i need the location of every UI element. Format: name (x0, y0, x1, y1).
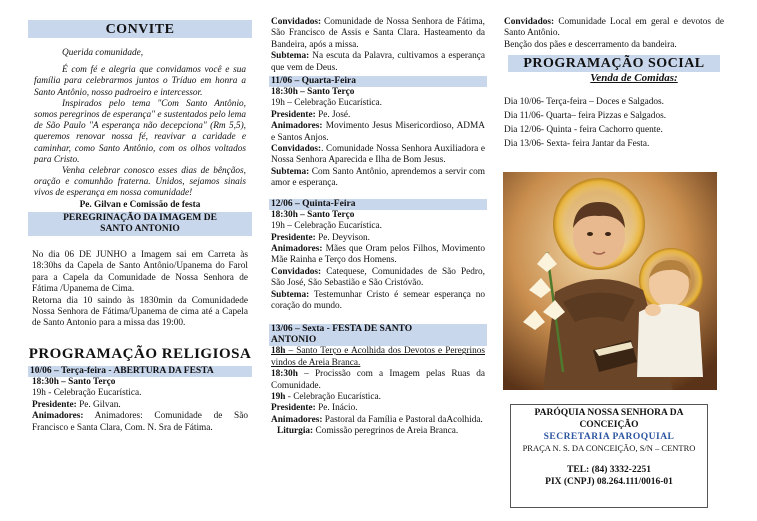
presidente-label: Presidente: (271, 403, 316, 414)
parish-name-line-2: CONCEIÇÃO (579, 420, 639, 430)
day-2-section (269, 76, 487, 190)
social-list (500, 95, 728, 151)
subtema-label: Subtema: (271, 289, 310, 300)
day-2-subtema (271, 167, 485, 190)
convidados-value: Comunidade Local em geral e devotos de Santo Antônio. (504, 17, 724, 39)
day-4-convidados (504, 17, 724, 40)
animadores-value: Pastoral da Família e Pastoral daAcolhida. (322, 414, 483, 425)
social-subtitle: Venda de Comidas: (590, 72, 678, 85)
secretaria-label: SECRETARIA PAROQUIAL (543, 432, 675, 442)
day-4-animadores (271, 415, 485, 426)
time-value: – Santo Terço e Acolhida dos Devotos e Peregrinos vindos de Areia Branca. (271, 346, 485, 368)
presidente-label: Presidente: (32, 399, 77, 410)
day-3-animadores (271, 244, 485, 267)
day-2-presidente (271, 110, 485, 121)
social-item: Dia 10/06- Terça-feira – Doces e Salgados. (504, 97, 665, 108)
day-2-body (269, 87, 487, 190)
day-1-line-1: 18:30h – Santo Terço (32, 376, 116, 387)
day-3-convidados (271, 267, 485, 290)
day-4-line-2 (271, 369, 485, 392)
parish-address: PRAÇA N. S. DA CONCEIÇÃO, S/N – CENTRO (522, 443, 696, 453)
peregrinacao-body (28, 250, 252, 330)
animadores-value: Mães que Oram pelos Filhos, Movimento Mãe Rainha e Terço dos Homens. (271, 243, 485, 266)
convite-paragraph-3: Venha celebrar conosco esses dias de bênçãos, oração e comunhão fraterna. Unidos, sejamos sinais vivos de esperança em nossa comunidade! (34, 166, 246, 199)
day-3-line-2: 19h – Celebração Eucarística. (271, 221, 382, 232)
day-1-continued (269, 17, 487, 74)
day-1-subtema (271, 51, 485, 74)
day-4-line-1 (271, 346, 485, 369)
animadores-label: Animadores: (32, 411, 84, 422)
time-value: – Procissão com a Imagem pelas Ruas da Comunidade. (271, 369, 485, 391)
column-left (28, 0, 252, 434)
day-2-convidados (271, 144, 485, 167)
social-item: Dia 13/06- Sexta- feira Jantar da Festa. (504, 139, 650, 150)
subtema-value: Na escuta da Palavra, cultivamos a esperança que vem de Deus. (271, 51, 485, 73)
day-1-presidente (32, 400, 248, 411)
convidados-label: Convidados: (504, 17, 555, 27)
peregrinacao-paragraph-2: Retorna dia 10 saindo às 1830min da Comunidadede Nossa Senhora de Fátima/Upanema de cima até a Capela de Santo Antonio para a missa das 19:00. (32, 295, 248, 329)
day-4-heading-line-1: 13/06 – Sexta - FESTA DE SANTO (271, 324, 413, 335)
day-1-section (28, 366, 252, 434)
animadores-label: Animadores: (271, 414, 323, 425)
convite-body (28, 48, 252, 211)
subtema-label: Subtema: (271, 166, 310, 177)
column-middle (269, 0, 487, 438)
day-4-section (269, 324, 487, 437)
social-title: PROGRAMAÇÃO SOCIAL (508, 55, 720, 72)
day-1-heading: 10/06 – Terça-feira - ABERTURA DA FESTA (28, 366, 252, 377)
day-4-heading (269, 324, 487, 346)
day-3-body (269, 210, 487, 313)
time-value: - Celebração Eucarística. (285, 391, 381, 402)
day-3-line-1: 18:30h – Santo Terço (271, 209, 355, 220)
day-3-subtema (271, 290, 485, 313)
social-item: Dia 12/06- Quinta - feira Cachorro quente. (504, 125, 663, 136)
day-1-line-2: 19h - Celebração Eucarística. (32, 388, 142, 399)
day-4-presidente (271, 403, 485, 414)
peregrinacao-title-line-2: SANTO ANTONIO (100, 224, 180, 235)
religiosa-title: PROGRAMAÇÃO RELIGIOSA (28, 345, 252, 362)
convidados-label: Convidados: (271, 17, 322, 27)
peregrinacao-title-line-1: PEREGRINAÇÃO DA IMAGEM DE (63, 213, 217, 224)
convidados-value: Comunidade de Nossa Senhora de Fátima, São Francisco de Assis e Santa Clara. Hasteamento da Bandeira, após a missa. (271, 17, 485, 50)
presidente-label: Presidente: (271, 232, 316, 243)
animadores-value: Movimento Jesus Misericordioso, ADMA e Santos Anjos. (271, 121, 485, 143)
convidados-value: Catequese, Comunidades de São Pedro, São José, São Sebastião e São Cristóvão. (271, 266, 485, 289)
subtema-value: Testemunhar Cristo é semear esperança no coração do mundo. (271, 289, 485, 311)
presidente-value: Pe. José. (315, 109, 351, 120)
convidados-label: Convidados: (271, 266, 322, 277)
convite-greeting: Querida comunidade, (62, 48, 144, 58)
presidente-value: Pe. Deyvison. (315, 232, 370, 243)
time-label: 19h (271, 391, 286, 402)
liturgia-label: Liturgia: (277, 426, 314, 437)
presidente-value: Pe. Inácio. (315, 403, 358, 414)
day-4-liturgia (271, 426, 485, 437)
subtema-label: Subtema: (271, 51, 310, 62)
day-2-heading: 11/06 – Quarta-Feira (269, 76, 487, 87)
day-4-body (269, 346, 487, 437)
day-3-presidente (271, 233, 485, 244)
day-3-section (269, 199, 487, 313)
peregrinacao-paragraph-1: No dia 06 DE JUNHO a Imagem sai em Carreta às 18:30hs da Capela de Santo Antônio/Upanema do Farol para a Capela da Comunidade de Nossa Senhora de Fátima /Upanema de Cima. (32, 250, 248, 295)
peregrinacao-title (28, 212, 252, 236)
day-4-line-3 (271, 392, 485, 403)
social-item: Dia 11/06- Quarta– feira Pizzas e Salgados. (504, 111, 667, 122)
day-3-heading: 12/06 – Quinta-Feira (269, 199, 487, 210)
day-1-convidados (271, 17, 485, 51)
parish-phone: TEL: (84) 3332-2251 (567, 465, 651, 475)
day-4-heading-line-2: ANTONIO (271, 335, 317, 346)
day-1-body (28, 377, 252, 434)
convite-paragraph-1: É com fé e alegria que convidamos você e sua família para celebrarmos juntos o Tríduo em honra a Santo Antônio, nosso padroeiro e intercessor. (34, 65, 246, 98)
column-right (500, 0, 728, 151)
animadores-value: Animadores: Comunidade de São Francisco e Santa Clara, Com. N. Sra de Fátima. (32, 411, 248, 433)
liturgia-value: Comissão peregrinos de Areia Branca. (313, 426, 459, 437)
subtema-value: Com Santo Antônio, aprendemos a servir com amor e esperança. (271, 166, 485, 189)
parish-info-box (510, 404, 708, 508)
animadores-label: Animadores: (271, 243, 323, 254)
day-2-line-1: 18:30h – Santo Terço (271, 87, 355, 98)
convidados-value: . Comunidade Nossa Senhora Auxiliadora e Nossa Senhora Aparecida e Ilha de Bom Jesus. (271, 144, 485, 166)
parish-pix: PIX (CNPJ) 08.264.111/0016-01 (545, 477, 673, 487)
day-2-line-2: 19h – Celebração Eucarística. (271, 98, 382, 109)
presidente-label: Presidente: (271, 109, 316, 120)
convidados-label: Convidados: (271, 144, 322, 155)
presidente-value: Pe. Gilvan. (76, 399, 121, 410)
day-2-animadores (271, 121, 485, 144)
day-1-animadores (32, 411, 248, 434)
saint-anthony-image (503, 172, 717, 390)
parish-name-line-1: PARÓQUIA NOSSA SENHORA DA (534, 408, 684, 418)
time-label: 18h (271, 346, 286, 357)
convite-signature: Pe. Gilvan e Comissão de festa (79, 199, 201, 210)
day-4-continued (500, 17, 728, 51)
time-label: 18:30h (271, 369, 298, 380)
day-4-extra: Benção dos pães e descerramento da bandeira. (504, 39, 677, 50)
convite-paragraph-2: Inspirados pelo tema "Com Santo Antônio, somos peregrinos de esperança" e sustentados pelo lema de São Paulo "A esperança não decepciona" (Rm 5,5), queremos renovar nossa fé, reavivar a caridade e caminhar, como Santo Antônio, com os olhos voltados para Cristo. (34, 98, 246, 165)
convite-title: CONVITE (28, 20, 252, 38)
animadores-label: Animadores: (271, 121, 323, 132)
